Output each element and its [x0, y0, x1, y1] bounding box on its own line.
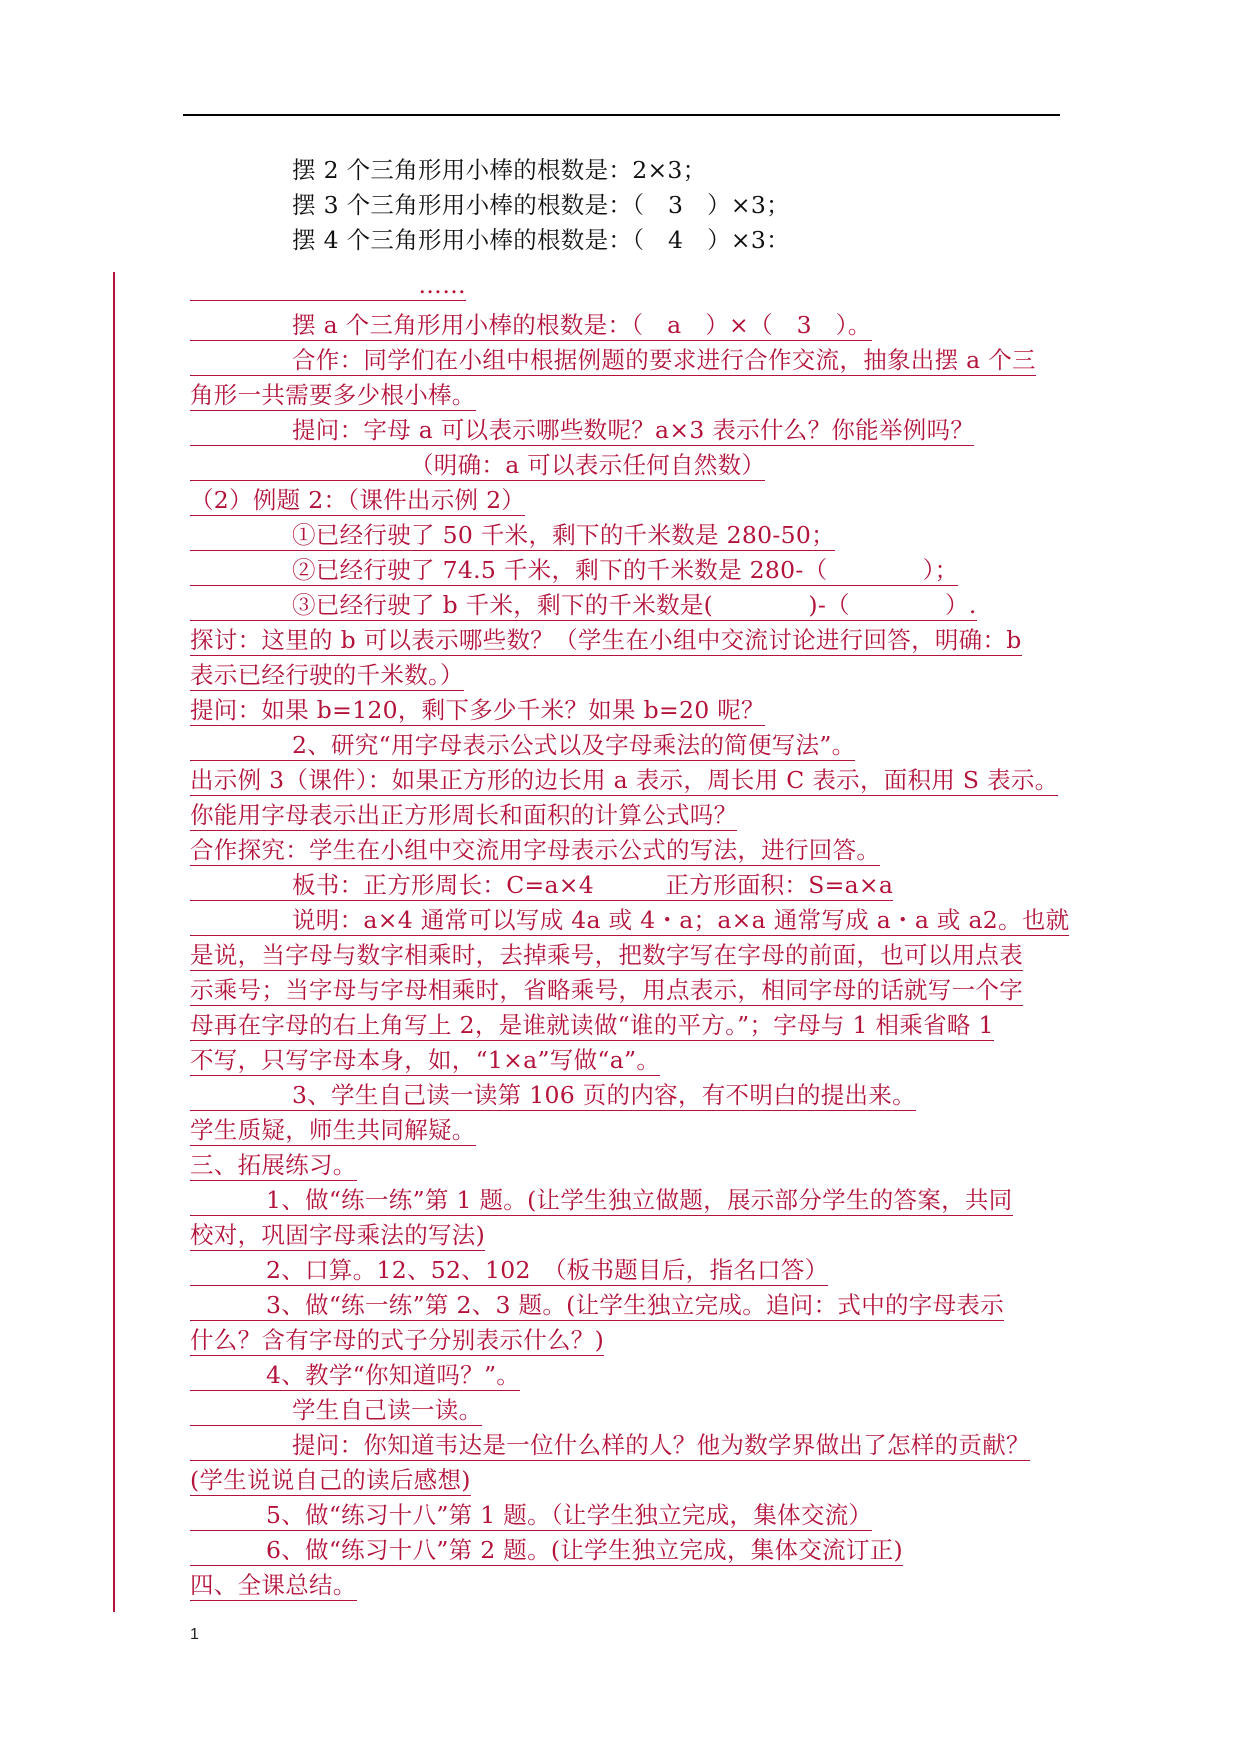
revision-change-bar	[113, 272, 115, 1612]
tracked-text-line: ②已经行驶了 74.5 千米，剩下的千米数是 280-（ ）；	[190, 555, 958, 586]
tracked-text-line: 表示已经行驶的千米数。）	[190, 661, 464, 689]
tracked-text-line: 4、教学“你知道吗？”。	[190, 1360, 520, 1391]
tracked-text-line: 学生自己读一读。	[190, 1395, 482, 1426]
tracked-text-line: 提问：如果 b=120，剩下多少千米？如果 b=20 呢？	[190, 696, 765, 724]
tracked-text-line: 母再在字母的右上角写上 2，是谁就读做“谁的平方。”；字母与 1 相乘省略 1	[190, 1011, 994, 1039]
tracked-text-line: 不写，只写字母本身，如，“1×a”写做“a”。	[190, 1046, 661, 1074]
tracked-text-line: 说明：a×4 通常可以写成 4a 或 4・a；a×a 通常写成 a・a 或 a2。也就	[190, 905, 1069, 936]
tracked-text-line: 3、学生自己读一读第 106 页的内容，有不明白的提出来。	[190, 1080, 916, 1111]
tracked-text-line: 3、做“练一练”第 2、3 题。(让学生独立完成。追问：式中的字母表示	[190, 1290, 1004, 1321]
tracked-text-line: ③已经行驶了 b 千米，剩下的千米数是( )-（ ）.	[190, 590, 977, 621]
text-line: 摆 4 个三角形用小棒的根数是：（ 4 ）×3：	[292, 226, 790, 254]
tracked-text-line: 5、做“练习十八”第 1 题。（让学生独立完成，集体交流）	[190, 1500, 872, 1531]
text-line: 摆 3 个三角形用小棒的根数是：（ 3 ）×3；	[292, 191, 790, 219]
tracked-text-line: 你能用字母表示出正方形周长和面积的计算公式吗？	[190, 801, 738, 829]
tracked-text-line: 2、研究“用字母表示公式以及字母乘法的简便写法”。	[190, 730, 855, 761]
tracked-text-line: ①已经行驶了 50 千米，剩下的千米数是 280-50；	[190, 520, 835, 551]
tracked-text-line: 学生质疑，师生共同解疑。	[190, 1116, 476, 1144]
tracked-text-line: 提问：你知道韦达是一位什么样的人？他为数学界做出了怎样的贡献？	[190, 1430, 1030, 1461]
tracked-text-line: 合作：同学们在小组中根据例题的要求进行合作交流，抽象出摆 a 个三	[190, 345, 1036, 376]
tracked-text-line: 出示例 3（课件）：如果正方形的边长用 a 表示，周长用 C 表示，面积用 S 表示。	[190, 766, 1059, 794]
tracked-text-line: 示乘号；当字母与字母相乘时，省略乘号，用点表示，相同字母的话就写一个字	[190, 976, 1023, 1004]
header-rule	[183, 114, 1060, 116]
tracked-text-line: 探讨：这里的 b 可以表示哪些数？（学生在小组中交流讨论进行回答，明确：b	[190, 626, 1022, 654]
tracked-text-line: 1、做“练一练”第 1 题。(让学生独立做题，展示部分学生的答案，共同	[190, 1185, 1013, 1216]
tracked-text-line: 6、做“练习十八”第 2 题。(让学生独立完成，集体交流订正)	[190, 1535, 903, 1566]
tracked-text-line: （2）例题 2：（课件出示例 2）	[190, 486, 526, 514]
tracked-text-line: 摆 a 个三角形用小棒的根数是：（ a ）×（ 3 ）。	[190, 310, 872, 341]
tracked-text-line: (学生说说自己的读后感想)	[190, 1466, 471, 1494]
tracked-text-line: 合作探究：学生在小组中交流用字母表示公式的写法，进行回答。	[190, 836, 881, 864]
page-number: 1	[190, 1626, 199, 1643]
tracked-text-line: 板书：正方形周长：C=a×4 正方形面积：S=a×a	[190, 870, 893, 901]
tracked-text-line: 角形一共需要多少根小棒。	[190, 381, 476, 409]
section-heading: 四、全课总结。	[190, 1571, 357, 1599]
tracked-text-line: ……	[190, 270, 466, 301]
tracked-text-line: 什么？含有字母的式子分别表示什么？)	[190, 1326, 605, 1354]
tracked-text-line: （明确：a 可以表示任何自然数）	[190, 450, 765, 481]
text-line: 摆 2 个三角形用小棒的根数是：2×3；	[292, 156, 707, 184]
section-heading: 三、拓展练习。	[190, 1151, 357, 1179]
tracked-text-line: 校对，巩固字母乘法的写法)	[190, 1221, 486, 1249]
tracked-text-line: 2、口算。12、52、102 （板书题目后，指名口答）	[190, 1255, 828, 1286]
tracked-text-line: 是说，当字母与数字相乘时，去掉乘号，把数字写在字母的前面，也可以用点表	[190, 941, 1023, 969]
tracked-text-line: 提问：字母 a 可以表示哪些数呢？a×3 表示什么？你能举例吗？	[190, 415, 974, 446]
